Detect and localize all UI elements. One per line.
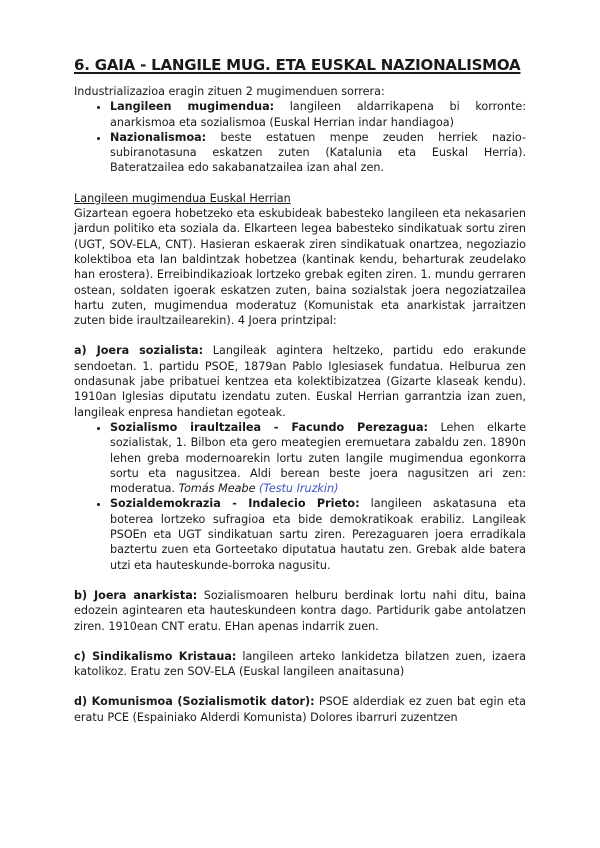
paragraph-b-text: Sozialismoaren helburu berdinak lortu nahi ditu, baina edozein agintearen eta hauteskundeen kontra dago. Partidurik gabe antolatzen ziren. 1910ean CNT eratu. EHan apenas indarrik zuen. <box>74 588 526 633</box>
item-text: langileen askatasuna eta boterea lortzeko sufragioa eta bide demokratikoak erabiliz. Langileak PSOEn eta UGT sindikatuan sartu ziren. Perezaguaren joera erradikala baztertu zuen eta Gorteetako diputatua hautatu zen. Grebak alde batera utzi eta hauteskunde-borroka nagusitu. <box>110 497 526 572</box>
list-item <box>110 420 526 496</box>
list-item <box>110 99 526 130</box>
paragraph-d-text: PSOE alderdiak ez zuen bat egin eta eratu PCE (Espainiako Alderdi Komunista) Dolores ibarruri zuzentzen <box>74 695 526 724</box>
item-label: Sozialismo iraultzailea - Facundo Perezagua: <box>110 420 428 434</box>
sublist-a <box>74 420 526 573</box>
paragraph-c <box>74 649 526 680</box>
list-item <box>110 130 526 176</box>
item-text: beste estatuen menpe zeuden herriek nazio-subiranotasuna eskatzen zuten (Katalunia eta Euskal Herria). Bateratzailea edo sakabanatzailea izan ahal zen. <box>110 130 526 175</box>
text-commentary-link[interactable]: (Testu Iruzkin) <box>259 482 339 496</box>
paragraph-b-label: b) Joera anarkista: <box>74 588 198 602</box>
paragraph-b <box>74 588 526 634</box>
document-body <box>74 84 526 725</box>
intro-paragraph: Industrializazioa eragin zituen 2 mugimenduen sorrera: <box>74 85 385 98</box>
paragraph-a-text: Langileak agintera heltzeko, partidu edo erakunde sendoetan. 1. partidu PSOE, 1879an Pablo Iglesiasek fundatua. Helburua zen ondasunak jabe pribatuei kentzea eta kolektibizatzea (Gizarte klaseak kendu). 1910an Iglesias diputatu izendatu zuten. Euskal Herrian garrantzia izan zuen, langileak enpresa handietan egoteak. <box>74 344 526 419</box>
paragraph-a <box>74 343 526 419</box>
item-label: Nazionalismoa: <box>110 130 207 144</box>
paragraph-d-label: d) Komunismoa (Sozialismotik dator): <box>74 695 315 709</box>
paragraph-c-text: langileen arteko lankidetza bilatzen zuen, izaera katolikoz. Eratu zen SOV-ELA (Euskal langileen anaitasuna) <box>74 649 526 679</box>
item-text: Lehen elkarte sozialistak, 1. Bilbon eta gero meategien eremuetara zabaldu zen. 1890n lehen greba modernoarekin lortu zuten langile mugimendua egonkorra sortu eta nagusitzea. Aldi berean beste joera nagusitzen ari zen: moderatua. <box>110 420 526 496</box>
section-paragraph: Gizartean egoera hobetzeko eta eskubideak babesteko langileen eta nekasarien jardun politiko eta soziala da. Elkarteen legea babesteko sindikatuak sortu ziren (UGT, SOV-ELA, CNT). Hasieran eskaerak ziren sindikatuak onartzea, negoziazio kolektiboa eta lan baldintzak hobetzea (kantinak kendu, beharturak zeudelako han erostera). Erreibindikazioak lortzeko grebak egiten ziren. 1. mundu gerraren ostean, soldaten igoerak eskatzen zuten, baina sozialstak joera negoziatzailea hartu zuten, mugimendua moderatuz (Komunistak eta anarkistak jarraitzen zuten bide iraultzailearekin). 4 Joera printzipal: <box>74 207 526 328</box>
page-title: 6. GAIA - LANGILE MUG. ETA EUSKAL NAZIONALISMOA <box>74 56 521 74</box>
section-heading: Langileen mugimendua Euskal Herrian <box>74 191 291 205</box>
paragraph-d <box>74 694 526 725</box>
paragraph-a-label: a) Joera sozialista: <box>74 344 204 358</box>
intro-list <box>74 99 526 175</box>
author-name: Tomás Meabe <box>178 482 256 496</box>
item-label: Langileen mugimendua: <box>110 100 275 114</box>
list-item <box>110 496 526 572</box>
item-text: langileen aldarrikapena bi korronte: anarkismoa eta sozialismoa (Euskal Herrian indar handiagoa) <box>110 100 526 129</box>
item-label: Sozialdemokrazia - Indalecio Prieto: <box>110 497 360 511</box>
paragraph-c-label: c) Sindikalismo Kristaua: <box>74 649 237 663</box>
